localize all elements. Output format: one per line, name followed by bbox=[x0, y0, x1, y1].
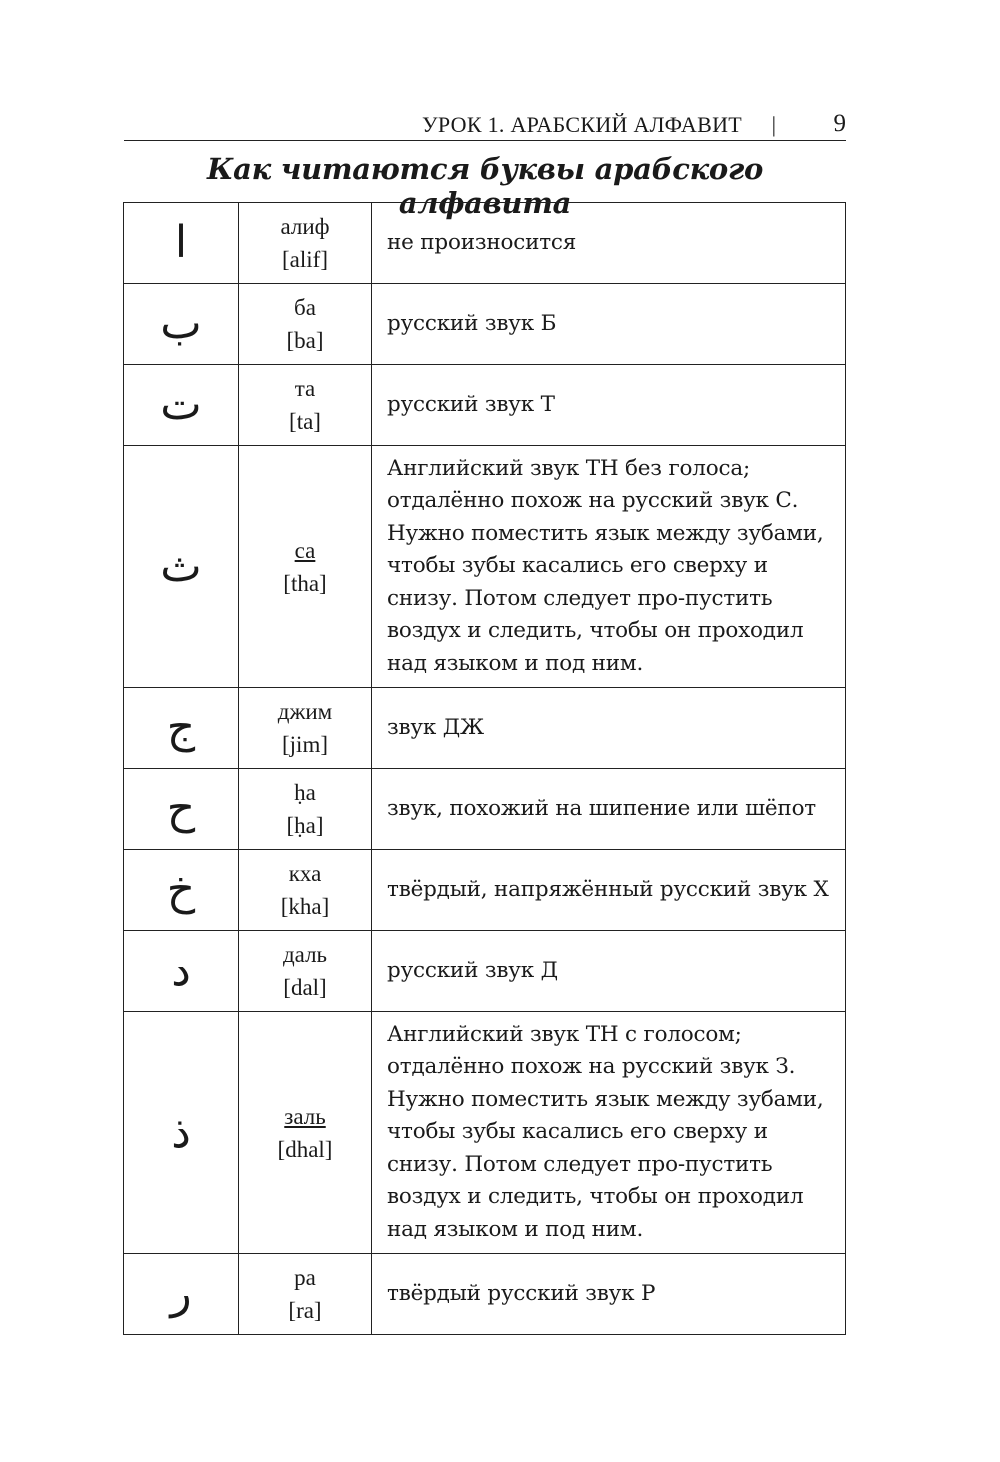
running-header bbox=[124, 112, 846, 141]
table-row bbox=[124, 284, 846, 365]
letter-translit: [ḥa] bbox=[286, 813, 324, 838]
letter-name-cell bbox=[239, 284, 372, 365]
table-row bbox=[124, 365, 846, 446]
table-row bbox=[124, 688, 846, 769]
arabic-letter: ب bbox=[124, 284, 239, 365]
letter-name-cell bbox=[239, 203, 372, 284]
pronunciation: звук ДЖ bbox=[372, 688, 846, 769]
letter-name-cell bbox=[239, 688, 372, 769]
page-title: Как читаются буквы арабского алфавита bbox=[207, 152, 763, 220]
arabic-letter: د bbox=[124, 931, 239, 1012]
letter-translit: [ta] bbox=[289, 409, 321, 434]
table-row bbox=[124, 931, 846, 1012]
arabic-letter: ج bbox=[124, 688, 239, 769]
letter-translit: [ra] bbox=[288, 1298, 322, 1323]
letter-translit: [dal] bbox=[283, 975, 327, 1000]
letter-name: та bbox=[294, 376, 316, 401]
table-row bbox=[124, 203, 846, 284]
letter-name-cell bbox=[239, 446, 372, 688]
arabic-letter: ذ bbox=[124, 1012, 239, 1254]
table-row bbox=[124, 1012, 846, 1254]
letter-translit: [alif] bbox=[282, 247, 328, 272]
alphabet-table bbox=[123, 202, 846, 1335]
letter-name: даль bbox=[282, 942, 328, 967]
letter-name: ḥa bbox=[294, 780, 316, 805]
pronunciation: твёрдый русский звук Р bbox=[372, 1254, 846, 1335]
letter-translit: [tha] bbox=[283, 570, 327, 596]
letter-name: алиф bbox=[280, 214, 330, 239]
letter-translit: [ba] bbox=[286, 328, 324, 353]
letter-name: са bbox=[294, 537, 316, 563]
letter-translit: [jim] bbox=[282, 732, 328, 757]
pronunciation: русский звук Б bbox=[372, 284, 846, 365]
arabic-letter: ت bbox=[124, 365, 239, 446]
letter-name: ба bbox=[294, 295, 316, 320]
table-row bbox=[124, 1254, 846, 1335]
pronunciation: Английский звук TH с голосом; отдалённо похож на русский звук З. Нужно поместить язык между зубами, чтобы зубы касались его сверху и снизу. Потом следует про-пустить воздух и следить, чтобы он проходил над языком и под ним. bbox=[372, 1012, 846, 1254]
letter-name-cell bbox=[239, 1254, 372, 1335]
letter-name-cell bbox=[239, 365, 372, 446]
pronunciation: Английский звук TH без голоса; отдалённо похож на русский звук С. Нужно поместить язык между зубами, чтобы зубы касались его сверху и снизу. Потом следует про-пустить воздух и следить, чтобы он проходил над языком и под ним. bbox=[372, 446, 846, 688]
letter-name-cell bbox=[239, 1012, 372, 1254]
chapter-title: УРОК 1. АРАБСКИЙ АЛФАВИТ bbox=[421, 112, 742, 137]
page-number: 9 bbox=[833, 110, 846, 137]
letter-name-cell bbox=[239, 850, 372, 931]
arabic-letter: ر bbox=[124, 1254, 239, 1335]
table-row bbox=[124, 850, 846, 931]
letter-translit: [dhal] bbox=[277, 1136, 333, 1162]
letter-name: джим bbox=[277, 699, 333, 724]
arabic-letter: ا bbox=[124, 203, 239, 284]
arabic-letter: خ bbox=[124, 850, 239, 931]
letter-name-cell bbox=[239, 769, 372, 850]
pronunciation: русский звук Д bbox=[372, 931, 846, 1012]
letter-translit: [kha] bbox=[280, 894, 330, 919]
arabic-letter: ح bbox=[124, 769, 239, 850]
pronunciation: русский звук Т bbox=[372, 365, 846, 446]
letter-name: ра bbox=[294, 1265, 316, 1290]
arabic-letter: ث bbox=[124, 446, 239, 688]
pronunciation: твёрдый, напряжённый русский звук Х bbox=[372, 850, 846, 931]
letter-name: кха bbox=[288, 861, 322, 886]
table-row bbox=[124, 446, 846, 688]
table-row bbox=[124, 769, 846, 850]
pronunciation: звук, похожий на шипение или шёпот bbox=[372, 769, 846, 850]
letter-name: заль bbox=[284, 1103, 326, 1129]
letter-name-cell bbox=[239, 931, 372, 1012]
header-separator: | bbox=[771, 112, 776, 137]
pronunciation: не произносится bbox=[372, 203, 846, 284]
